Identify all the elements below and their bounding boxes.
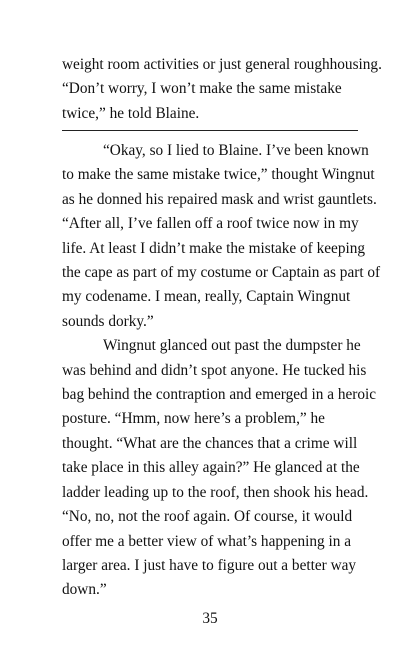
text-line: to make the same mistake twice,” thought Wingnut	[62, 166, 375, 184]
text-line: larger area. I just have to figure out a better way	[62, 556, 357, 574]
text-line: was behind and didn’t spot anyone. He tucked his	[62, 361, 367, 379]
text-line: the cape as part of my costume or Captain as part of	[62, 264, 381, 282]
text-line: take place in this alley again?” He glanced at the	[62, 459, 360, 477]
text-line: “After all, I’ve fallen off a roof twice now in my	[62, 215, 359, 233]
text-block-top	[62, 53, 382, 126]
text-line: Wingnut glanced out past the dumpster he	[103, 337, 361, 355]
text-line: bag behind the contraption and emerged in a heroic	[62, 386, 377, 404]
text-line: “Okay, so I lied to Blaine. I’ve been known	[103, 142, 369, 159]
text-line: ladder leading up to the roof, then shook his head.	[62, 483, 369, 501]
text-line: “No, no, not the roof again. Of course, it would	[62, 508, 353, 526]
text-line: sounds dorky.”	[62, 312, 154, 330]
text-line: twice,” he told Blaine.	[62, 104, 200, 122]
text-block-main	[62, 139, 381, 603]
paragraph-2	[62, 139, 381, 334]
text-line: posture. “Hmm, now here’s a problem,” he	[62, 410, 325, 428]
text-line: life. At least I didn’t make the mistake of keeping	[62, 239, 366, 257]
text-line: down.”	[62, 581, 107, 599]
text-line: my codename. I mean, really, Captain Wingnut	[62, 288, 351, 306]
paragraph-1	[62, 53, 382, 126]
text-line: thought. “What are the chances that a crime will	[62, 434, 358, 452]
text-line: weight room activities or just general roughhousing.	[62, 56, 382, 73]
section-break-rule	[62, 130, 358, 131]
text-line: offer me a better view of what’s happening in a	[62, 532, 351, 550]
text-line: “Don’t worry, I won’t make the same mistake	[62, 80, 342, 98]
paragraph-3	[62, 334, 377, 602]
page-number: 35	[202, 610, 218, 627]
text-line: as he donned his repaired mask and wrist gauntlets.	[62, 190, 377, 208]
